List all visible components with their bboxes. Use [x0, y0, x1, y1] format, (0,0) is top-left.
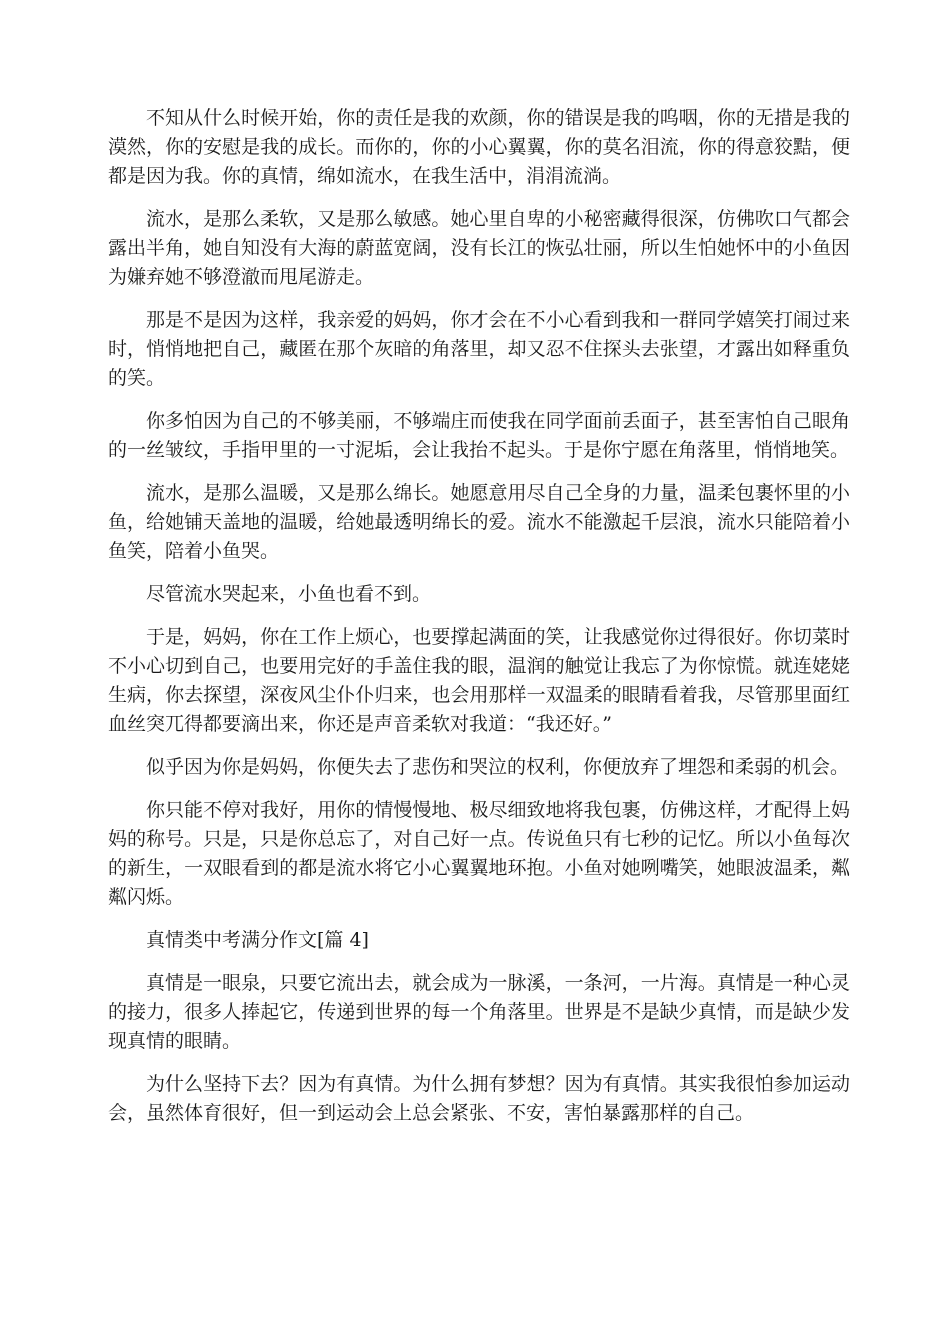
paragraph: 似乎因为你是妈妈，你便失去了悲伤和哭泣的权利，你便放弃了埋怨和柔弱的机会。 — [146, 756, 850, 778]
document-body — [108, 104, 850, 1142]
paragraph: 真情是一眼泉，只要它流出去，就会成为一脉溪，一条河，一片海。真情是一种心灵的接力，很多人捧起它，传递到世界的每一个角落里。世界是不是缺少真情，而是缺少发现真情的眼睛。 — [108, 972, 850, 1052]
paragraph: 于是，妈妈，你在工作上烦心，也要撑起满面的笑，让我感觉你过得很好。你切菜时不小心切到自己，也要用完好的手盖住我的眼，温润的触觉让我忘了为你惊慌。就连姥姥生病，你去探望，深夜风尘仆仆归来，也会用那样一双温柔的眼睛看着我，尽管那里面红血丝突兀得都要滴出来，你还是声音柔软对我道：“我还好。” — [108, 626, 850, 735]
paragraph: 你只能不停对我好，用你的情慢慢地、极尽细致地将我包裹，仿佛这样，才配得上妈妈的称号。只是，只是你总忘了，对自己好一点。传说鱼只有七秒的记忆。所以小鱼每次的新生，一双眼看到的都是流水将它小心翼翼地环抱。小鱼对她咧嘴笑，她眼波温柔，粼粼闪烁。 — [108, 799, 850, 908]
section-heading: 真情类中考满分作文[篇 4] — [146, 929, 369, 951]
paragraph: 尽管流水哭起来，小鱼也看不到。 — [146, 583, 432, 605]
paragraph: 不知从什么时候开始，你的责任是我的欢颜，你的错误是我的呜咽，你的无措是我的漠然，你的安慰是我的成长。而你的，你的小心翼翼，你的莫名泪流，你的得意狡黠，便都是因为我。你的真情，绵如流水，在我生活中，涓涓流淌。 — [108, 107, 850, 187]
paragraph: 流水，是那么温暖，又是那么绵长。她愿意用尽自己全身的力量，温柔包裹怀里的小鱼，给她铺天盖地的温暖，给她最透明绵长的爱。流水不能激起千层浪，流水只能陪着小鱼笑，陪着小鱼哭。 — [108, 482, 850, 562]
paragraph: 那是不是因为这样，我亲爱的妈妈，你才会在不小心看到我和一群同学嬉笑打闹过来时，悄悄地把自己，藏匿在那个灰暗的角落里，却又忍不住探头去张望，才露出如释重负的笑。 — [108, 309, 850, 389]
paragraph: 为什么坚持下去？因为有真情。为什么拥有梦想？因为有真情。其实我很怕参加运动会，虽然体育很好，但一到运动会上总会紧张、不安，害怕暴露那样的自己。 — [108, 1073, 850, 1124]
paragraph: 流水，是那么柔软，又是那么敏感。她心里自卑的小秘密藏得很深，仿佛吹口气都会露出半角，她自知没有大海的蔚蓝宽阔，没有长江的恢弘壮丽，所以生怕她怀中的小鱼因为嫌弃她不够澄澈而甩尾游走。 — [108, 208, 850, 288]
paragraph: 你多怕因为自己的不够美丽，不够端庄而使我在同学面前丢面子，甚至害怕自己眼角的一丝皱纹，手指甲里的一寸泥垢，会让我抬不起头。于是你宁愿在角落里，悄悄地笑。 — [108, 410, 850, 461]
